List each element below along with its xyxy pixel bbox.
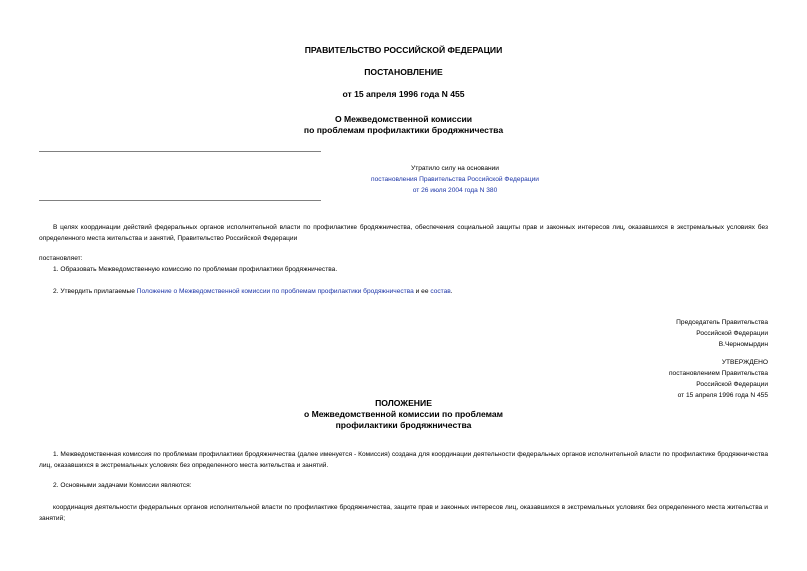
signature-line1: Председатель Правительства: [676, 319, 768, 326]
signature-name: В.Черномырдин: [718, 341, 768, 348]
divider-bottom: [39, 200, 321, 201]
item2-mid: и ее: [413, 288, 431, 295]
decree-item-1: 1. Образовать Межведомственную комиссию по проблемам профилактики бродяжничества.: [53, 266, 338, 273]
signature-line2: Российской Федерации: [696, 330, 768, 337]
regulation-paragraph-3: координация деятельности федеральных органов исполнительной власти по профилактике бродяжничества, защите прав и законных интересов лиц, оказавшихся в экстремальных условиях без определенного места жительства и занятий;: [39, 504, 768, 522]
status-link-wrap-2: [245, 185, 665, 196]
document-type: ПОСТАНОВЛЕНИЕ: [364, 67, 443, 77]
document-title-line1: О Межведомственной комиссии: [334, 114, 473, 124]
repeal-decree-link[interactable]: постановления Правительства Российской Федерации: [371, 176, 539, 183]
regulation-paragraph-2: 2. Основными задачами Комиссии являются:: [53, 482, 192, 489]
item2-prefix: 2. Утвердить прилагаемые: [53, 288, 137, 295]
approved-line4: от 15 апреля 1996 года N 455: [677, 392, 768, 399]
item2-suffix: .: [450, 288, 453, 295]
decides-label: постановляет:: [39, 255, 83, 262]
government-heading: ПРАВИТЕЛЬСТВО РОССИЙСКОЙ ФЕДЕРАЦИИ: [304, 45, 503, 55]
decree-item-2: [39, 286, 768, 297]
regulation-link[interactable]: Положение о Межведомственной комиссии по проблемам профилактики бродяжничества: [136, 288, 414, 295]
repeal-decree-date-link[interactable]: от 26 июля 2004 года N 380: [412, 187, 498, 194]
regulation-subtitle1: о Межведомственной комиссии по проблемам: [303, 409, 504, 419]
approved-line1: УТВЕРЖДЕНО: [721, 359, 768, 366]
divider-top: [39, 151, 321, 152]
approved-line3: Российской Федерации: [696, 381, 768, 388]
approved-line2: постановлением Правительства: [668, 370, 768, 377]
status-line1: Утратило силу на основании: [411, 165, 499, 172]
composition-link[interactable]: состав: [430, 288, 451, 295]
document-date: от 15 апреля 1996 года N 455: [342, 89, 465, 99]
regulation-paragraph-1: 1. Межведомственная комиссия по проблемам профилактики бродяжничества (далее именуется - Комиссия) создана для координации деятельности федеральных органов исполнительной власти по профилактике бродяжничества лиц, оказавшихся в экстремальных условиях без определенного места жительства и занятий.: [39, 451, 768, 469]
signature-block: [676, 317, 768, 350]
regulation-title: ПОЛОЖЕНИЕ: [375, 398, 432, 408]
approved-block: [669, 357, 768, 401]
intro-paragraph: В целях координации действий федеральных органов исполнительной власти по профилактике бродяжничества, обеспечения социальной защиты прав и законных интересов лиц, оказавшихся в экстремальных условиях без определенного места жительства и занятий, Правительство Российской Федерации: [39, 224, 768, 242]
status-link-wrap: [245, 174, 665, 185]
regulation-subtitle2: профилактики бродяжничества: [335, 420, 472, 430]
document-title-line2: по проблемам профилактики бродяжничества: [303, 125, 504, 135]
